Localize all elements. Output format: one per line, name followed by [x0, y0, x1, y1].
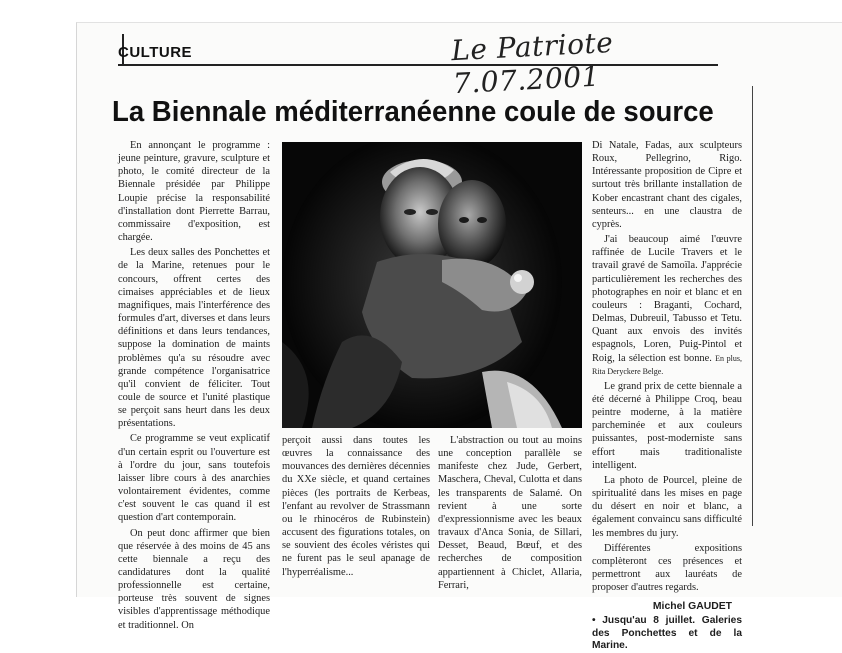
section-label: CULTURE — [118, 44, 193, 61]
paragraph: perçoit aussi dans toutes les œuvres la connaissance des mouvances des dernières décennies du XXe siècle, et quand certaines pièces (les portraits de Kerbeas, l'enfant au revolver de Strassmann ou le rhinocéros de Rubinstein) accusent des figurations totales, on se souvient des écoles véristes qui ne furent pas le seul apanage de l'hyperréalisme... — [282, 435, 430, 578]
paragraph: Di Natale, Fadas, aux sculpteurs Roux, Pellegrino, Rigo. Intéressante proposition de Cipre et surtout très brillante installation de Kober encastrant chant des cigales, senteurs... en une claustra de cyprès. — [592, 140, 742, 230]
photo-credit: En plus, Rita Deryckere Belge. — [592, 353, 742, 376]
article-column-4 — [592, 139, 742, 653]
paragraph: Les deux salles des Ponchettes et de la Marine, retenues pour le concours, offrent certes des cimaises appréciables et de lieux magnifiques, mais l'interférence des formules d'art, diverses et dans leurs définitions et dans leurs tendances, suppose la domination de maints problèmes qu'a su résoudre avec grande compétence l'organisatrice qu'il convient de féliciter. Tout coule de source et l'unité plastique se perçoit sans heurt dans les deux présentations. — [118, 247, 270, 430]
paragraph: On peut donc affirmer que bien que réservée à des moins de 45 ans cette biennale a reçu des candidatures dont la qualité professionnelle est certaine, porteuse très souvent de signes visibles d'apprentissage méthodique et traditionnel. On — [118, 527, 270, 631]
exhibition-info: • Jusqu'au 8 juillet. Galeries des Ponchettes et de la Marine. — [592, 615, 742, 652]
article-column-3 — [438, 434, 582, 592]
paragraph: Différentes expositions complèteront ces présences et permettront aux lauréats de proposer d'autres regards. — [592, 542, 742, 594]
paragraph — [592, 233, 742, 378]
column-rule — [752, 86, 753, 526]
paragraph: Ce programme se veut explicatif d'un certain esprit ou l'ouverture est à l'ordre du jour, sans toutefois laisser libre cours à des anarchies volontairement évidentes, comme c'est souvent le cas quand il est question d'art contemporain. — [118, 433, 270, 524]
article-column-1 — [118, 139, 270, 632]
photo-artwork-image — [282, 142, 582, 428]
paragraph-text: J'ai beaucoup aimé l'œuvre raffinée de Lucile Travers et le travail gravé de Samoïla. J'apprécie particulièrement les recherches des photographes en noir et blanc et en couleurs : Braganti, Cochard, Delmas, Dubreuil, Tabusso et Tetu. Quant aux envois des invités espagnols, Loren, Puig-Pintol et Roig, la sélection est bonne. — [592, 234, 742, 364]
handwritten-date-note: Le Patriote 7.07.2001 — [450, 25, 615, 101]
article-column-2 — [282, 434, 430, 579]
paragraph: En annonçant le programme : jeune peinture, gravure, sculpture et photo, le comité directeur de la Biennale présidée par Philippe Loupie précise la responsabilité d'installation dont Pierrette Barrau, commissaire d'exposition, est chargée. — [118, 140, 270, 244]
author-signature: Michel GAUDET — [652, 601, 732, 613]
paragraph: Le grand prix de cette biennale a été décerné à Philippe Croq, beau peintre moderne, à la matière parcheminée et aux couleurs puissantes, post-moderniste sans effort mais traditionaliste intelligent. — [592, 380, 742, 471]
article-headline: La Biennale méditerranéenne coule de source — [112, 96, 714, 128]
paragraph: La photo de Pourcel, pleine de spiritualité dans les mises en page du désert en noir et blanc, a également convaincu sans difficulté les membres du jury. — [592, 474, 742, 539]
article-photo — [282, 142, 582, 428]
paragraph: L'abstraction ou tout au moins une conception parallèle se manifeste chez Jude, Gerbert, Maschera, Cheval, Culotta et dans les transparents de Salamé. On revient à une sorte d'expressionnisme avec les beaux travaux d'Anca Sonia, de Sillari, Desset, Beaud, Bœuf, et des recherches de composition appartiennent à Chiclet, Allaria, Ferrari, — [438, 435, 582, 591]
